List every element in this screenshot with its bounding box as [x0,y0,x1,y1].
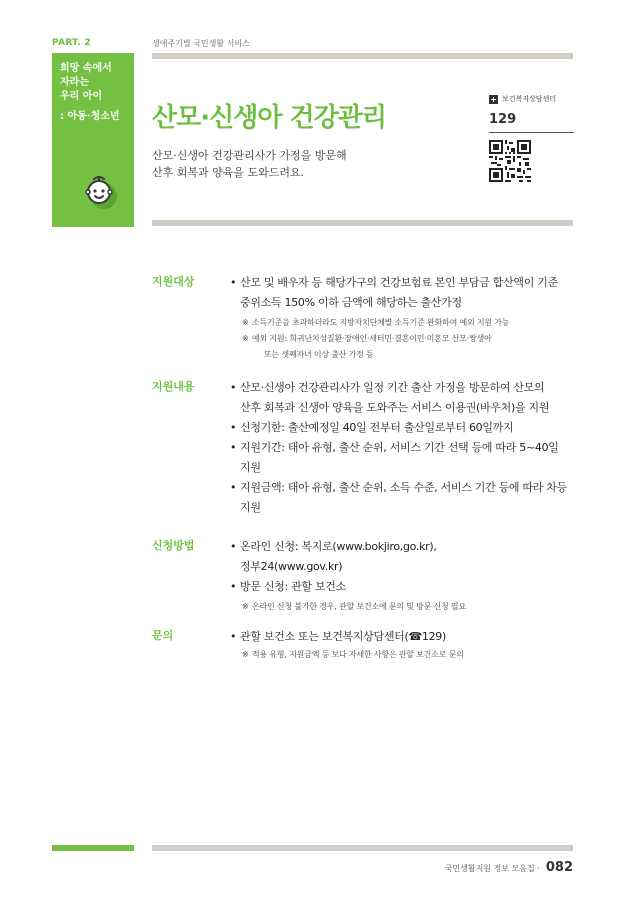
bullet-continuation: 산후 회복과 신생아 양육을 도와주는 서비스 이용권(바우처)을 지원 [240,401,550,414]
bullet-item: • 방문 신청: 관할 보건소 [230,577,582,597]
bullet-item: • 온라인 신청: 복지로(www.bokjiro,go.kr), [230,537,582,557]
side-panel-line: 자라는 [60,77,89,88]
bullet-item: • 신청기한: 출산예정일 40일 전부터 출산일로부터 60일까지 [230,418,582,438]
bullet-item: • 산모·신생아 건강관리사가 일정 기간 출산 가정을 방문하여 산모의 [230,378,582,398]
section-body [230,273,582,362]
page-title: 산모·신생아 건강관리 [152,103,386,133]
side-panel-line: 우리 아이 [60,91,103,102]
section-label: 신청방법 [152,539,195,552]
side-panel-subtitle: : 아동·청소년 [60,111,120,122]
note-item: ※ 소득기준을 초과하더라도 지방자치단체별 소득기준 완화하여 예외 지원 가능 [242,318,510,327]
qr-code-icon[interactable] [489,140,531,182]
chapter-side-panel [52,53,134,227]
content-divider-bar [152,220,573,226]
page-subtitle [152,147,347,181]
bullet-continuation: 정부24(www.gov.kr) [240,560,343,573]
section-label: 지원대상 [152,275,195,288]
subtitle-line: 산모·신생아 건강관리사가 가정을 방문해 [152,149,347,162]
contact-divider [489,132,574,133]
note-item: ※ 온라인 신청 불가한 경우, 관할 보건소에 문의 및 방문 신청 필요 [242,602,466,611]
bullet-continuation: 중위소득 150% 이하 금액에 해당하는 출산가정 [240,296,462,309]
note-item: ※ 예외 지원: 희귀난치성질환·장애인·새터민·결혼이민·미혼모 산모·쌍생아 [242,334,492,343]
footer-accent-bar [52,845,134,851]
page-footer [445,860,573,875]
footer-publication: 국민생활지원 정보 모음집 · [444,864,540,873]
bullet-item: • 지원금액: 태아 유형, 출산 순위, 소득 수준, 서비스 기간 등에 따라 차등 [230,478,582,498]
section-label: 지원내용 [152,380,195,393]
side-panel-line: 희망 속에서 [60,63,112,74]
bullet-continuation: 지원 [240,501,261,514]
section-body [230,378,582,518]
top-divider-bar [152,53,573,59]
section-body [230,627,582,662]
section-body [230,537,582,614]
plus-icon: + [490,94,497,104]
subtitle-line: 산후 회복과 양육을 도와드려요. [152,166,305,179]
bullet-continuation: 지원 [240,461,261,474]
part-label: PART. 2 [52,38,91,48]
bullet-item: • 관할 보건소 또는 보건복지상담센터(☎129) [230,627,582,647]
contact-center-name: 보건복지상담센터 [502,95,557,103]
bullet-item: • 산모 및 배우자 등 해당가구의 건강보험료 본인 부담금 합산액이 기준 [230,273,582,293]
contact-center-box [489,94,574,186]
baby-face-icon [80,171,120,211]
note-item: ※ 적용 유형, 지원금액 등 보다 자세한 사항은 관할 보건소로 문의 [242,650,464,659]
note-continuation: 또는 셋째자녀 이상 출산 가정 등 [264,350,374,359]
series-label: 생애주기별 국민생활 서비스 [152,39,250,48]
page-number: 082 [545,860,573,875]
section-label: 문의 [152,629,174,642]
contact-center-header [489,94,574,104]
bullet-item: • 지원기간: 태아 유형, 출산 순위, 서비스 기간 선택 등에 따라 5~40일 [230,438,582,458]
footer-divider-bar [152,845,573,851]
contact-center-number: 129 [489,112,517,127]
